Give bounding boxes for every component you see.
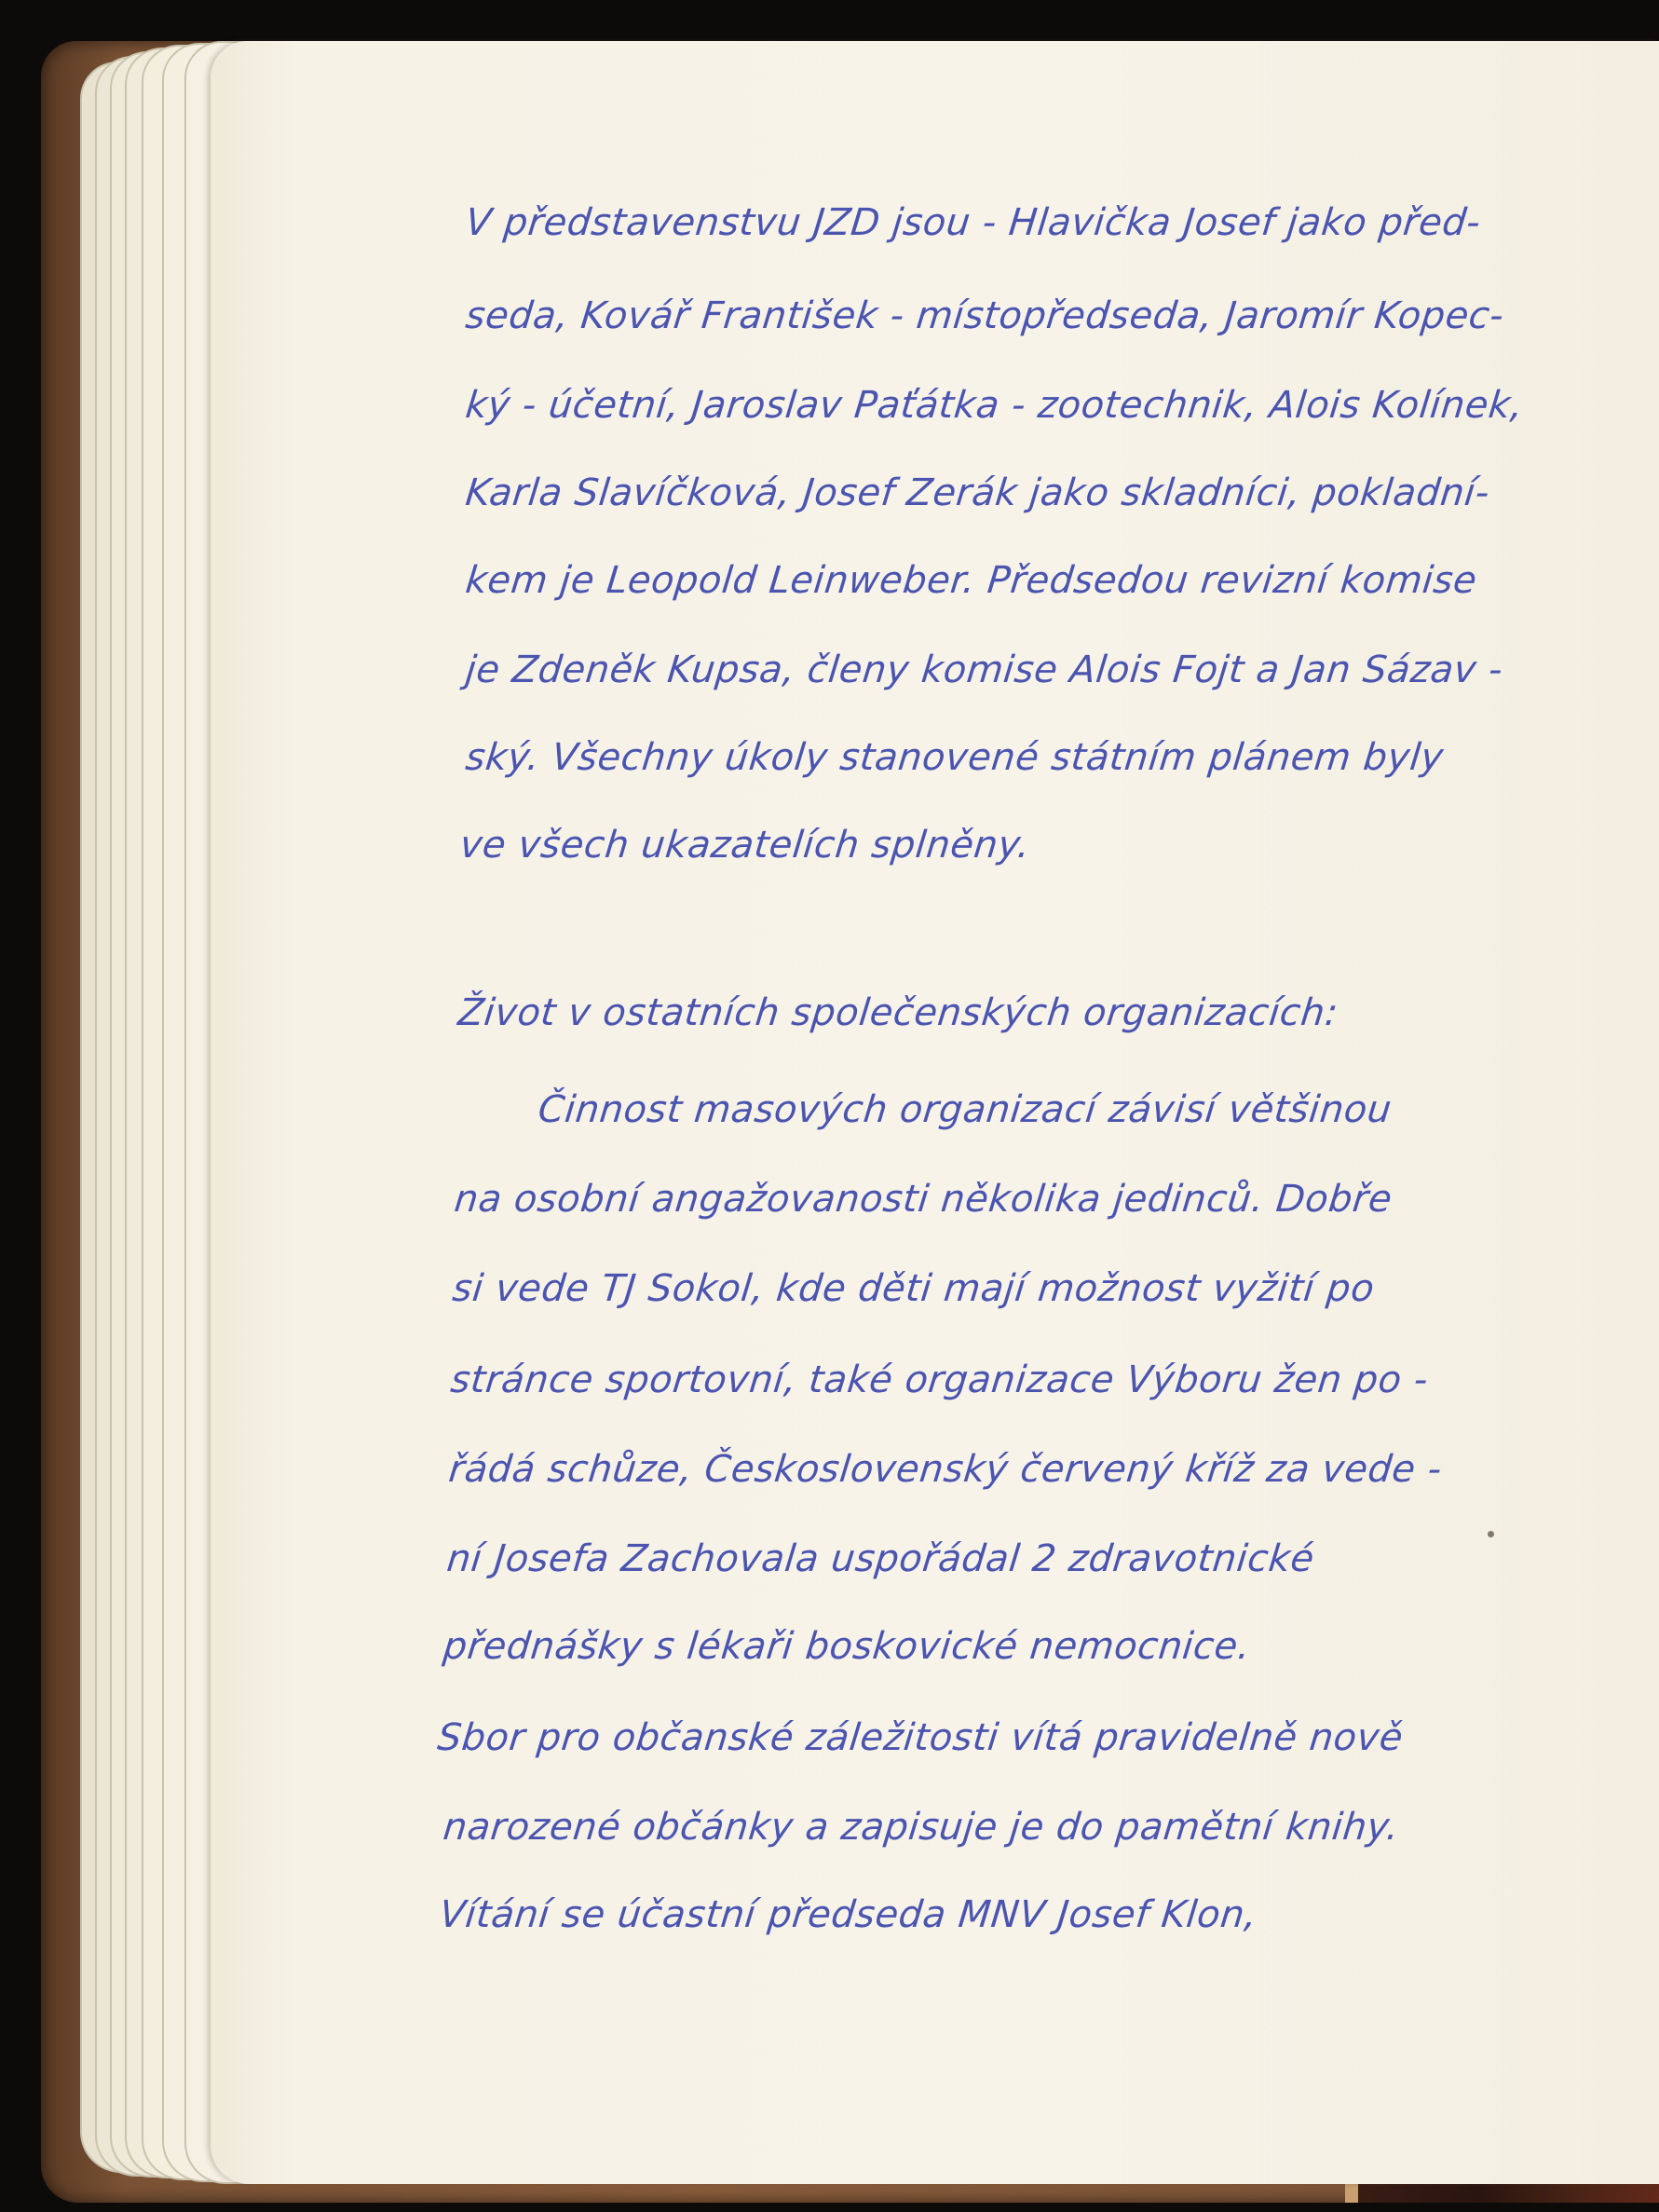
- text-line: Karla Slavíčková, Josef Zerák jako skladníci, pokladní-: [463, 471, 1492, 514]
- text-line: Sbor pro občanské záležitosti vítá pravidelně nově: [435, 1716, 1406, 1759]
- text-line: stránce sportovní, také organizace Výboru žen po -: [448, 1359, 1431, 1401]
- text-line: na osobní angažovanosti několika jedinců. Dobře: [452, 1178, 1394, 1221]
- text-line: Vítání se účastní předseda MNV Josef Klon,: [437, 1893, 1259, 1936]
- section-heading: Život v ostatních společenských organizacích:: [456, 991, 1340, 1034]
- text-line: Činnost masových organizací závisí většinou: [536, 1088, 1394, 1131]
- text-line: ní Josefa Zachovala uspořádal 2 zdravotnické: [444, 1537, 1317, 1580]
- text-line: narozené občánky a zapisuje je do pamětní knihy.: [441, 1806, 1402, 1849]
- text-line: V představenstvu JZD jsou - Hlavička Josef jako před-: [463, 201, 1483, 244]
- text-line: přednášky s lékaři boskovické nemocnice.: [441, 1625, 1253, 1668]
- text-line: seda, Kovář František - místopředseda, Jaromír Kopec-: [463, 294, 1506, 337]
- text-line: ve všech ukazatelích splněny.: [457, 824, 1033, 867]
- text-line: je Zdeněk Kupsa, členy komise Alois Fojt a Jan Sázav -: [463, 649, 1505, 691]
- text-line: kem je Leopold Leinweber. Předsedou revizní komise: [463, 559, 1479, 602]
- paper-speck: [1488, 1531, 1494, 1537]
- text-line: si vede TJ Sokol, kde děti mají možnost vyžití po: [450, 1267, 1377, 1310]
- text-line: ký - účetní, Jaroslav Paťátka - zootechnik, Alois Kolínek,: [463, 384, 1526, 427]
- text-line: ský. Všechny úkoly stanovené státním plánem byly: [463, 736, 1446, 779]
- text-line: řádá schůze, Československý červený kříž za vede -: [446, 1448, 1445, 1491]
